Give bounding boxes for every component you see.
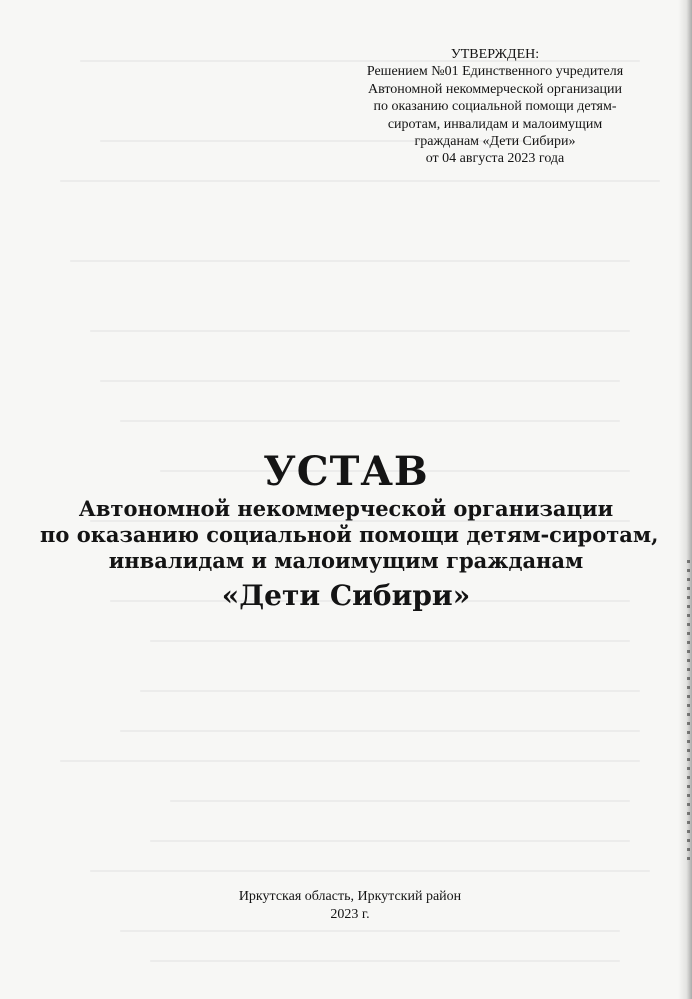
footer-place: Иркутская область, Иркутский район	[238, 889, 462, 904]
footer-year: 2023 г.	[330, 907, 370, 922]
document-title: УСТАВ	[263, 448, 429, 495]
bleed-line	[60, 180, 660, 182]
approval-org-line-2: по оказанию социальной помощи детям-	[373, 99, 617, 115]
approval-decision-line: Решением №01 Единственного учредителя	[366, 64, 624, 80]
approval-org-line-1: Автономной некоммерческой организации	[367, 81, 623, 97]
organization-name: «Дети Сибири»	[221, 579, 471, 612]
approval-heading: УТВЕРЖДЕН:	[450, 47, 540, 62]
bleed-line	[90, 870, 650, 872]
document-title-block	[40, 448, 659, 614]
bleed-line	[170, 800, 630, 802]
approval-stamp-block	[350, 46, 640, 168]
bleed-line	[90, 330, 630, 332]
bleed-line	[150, 840, 630, 842]
bleed-line	[100, 380, 620, 382]
document-footer	[200, 888, 500, 924]
bleed-line	[70, 260, 630, 262]
bleed-line	[120, 420, 620, 422]
title-subtitle-line-1: Автономной некоммерческой организации	[78, 496, 614, 521]
approval-org-line-4: гражданам «Дети Сибири»	[414, 134, 576, 150]
bleed-line	[60, 760, 640, 762]
page-edge-marks	[687, 560, 690, 860]
bleed-line	[150, 960, 620, 962]
title-subtitle-line-2: по оказанию социальной помощи детям-сиротам,	[40, 522, 659, 547]
approval-date-line: от 04 августа 2023 года	[425, 151, 565, 167]
approval-org-line-3: сиротам, инвалидам и малоимущим	[387, 116, 603, 132]
bleed-line	[150, 640, 630, 642]
bleed-line	[140, 690, 640, 692]
title-subtitle-line-3: инвалидам и малоимущим гражданам	[108, 548, 584, 573]
bleed-line	[120, 930, 620, 932]
bleed-line	[120, 730, 640, 732]
